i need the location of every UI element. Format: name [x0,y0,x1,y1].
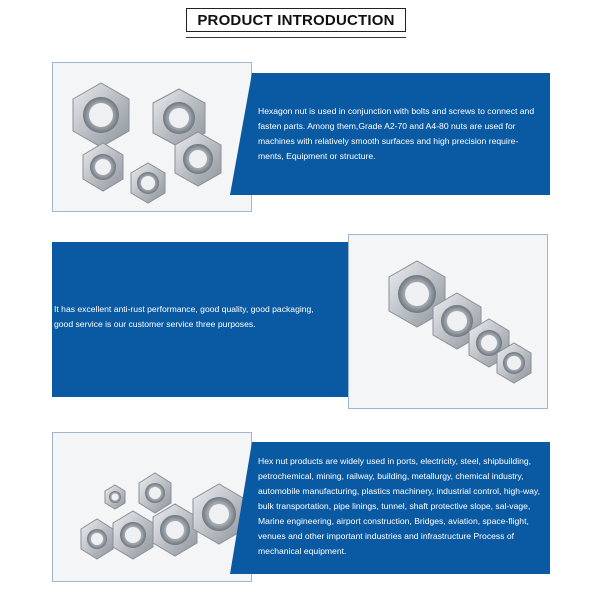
text-panel-2 [52,242,377,397]
title-underline [186,37,406,38]
nut-large-left [73,83,129,147]
nut-mid-left [83,143,123,191]
nut-tiny-top [105,485,125,509]
section-1-text: Hexagon nut is used in conjunction with bolts and screws to connect and fasten parts. Among them,Grade A2-70 and A4-80 nuts are used for machines with relatively smooth surfaces and high precision require-ments, Equipment or structure. [258,106,535,161]
nut-top-center [139,473,171,513]
section-3-text: Hex nut products are widely used in ports, electricity, steel, shipbuilding, petrochemical, mining, railway, building, metallurgy, chemical industry, automobile manufacturing, plastics machinery, industrial control, high-way, bulk transportation, pipe linings, tunnel, shaft protective slope, sal-vage, Marine engineering, airport construction, Bridges, aviation, space-flight, venues and other important industries and infrastructure Process of mechanical equipment. [258,456,540,556]
text-panel-3 [230,442,550,574]
nut-center-left [113,511,153,559]
nut-small-center [131,163,165,203]
text-panel-1 [230,73,550,195]
section-2-text: It has excellent anti-rust performance, good quality, good packaging, good service is our customer service three purposes. [54,304,314,329]
hex-nuts-photo-2 [348,234,548,409]
hex-nuts-photo-1 [52,62,252,212]
nut-left [81,519,113,559]
page-title: PRODUCT INTRODUCTION [186,8,406,32]
nut-center [153,504,197,556]
hex-nuts-photo-3 [52,432,252,582]
